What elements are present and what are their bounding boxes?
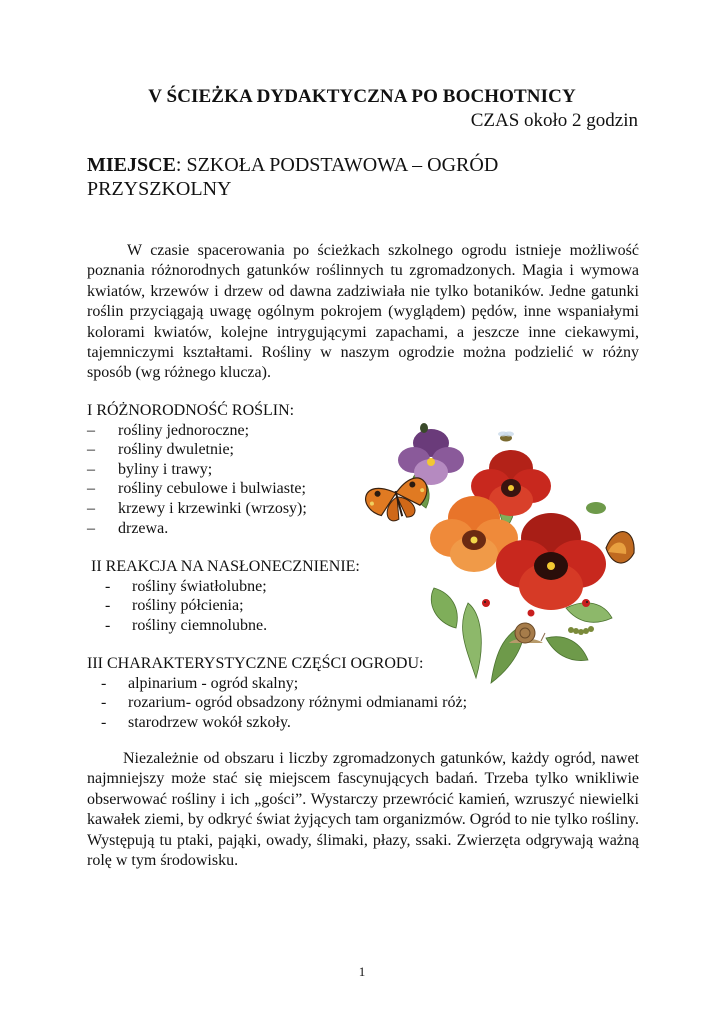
place-value-line1: : SZKOŁA PODSTAWOWA – OGRÓD [175,154,499,176]
place-heading [87,153,607,201]
list-item: - rośliny półcienia; [105,597,244,615]
outro-text: Niezależnie od obszaru i liczby zgromadzonych gatunków, każdy ogród, nawet najmniejszy może stać się miejscem fascynujących badań. Trzeba tylko wnikliwie obserwować rośliny i ich „gości”. Wystarczy przewrócić kamień, wzruszyć niewielki kawałek ziemi, by odkryć świat żyjących tam organizmów. Ogród to nie tylko rośliny. Występują tu ptaki, pająki, owady, ślimaki, płazy, ssaki. Zwierzęta odgrywają ważną rolę w tym środowisku. [87,750,639,870]
outro-paragraph [87,749,639,871]
section-heading: I RÓŻNORODNOŚĆ ROŚLIN: [87,402,295,419]
place-value-line2: PRZYSZKOLNY [87,178,232,200]
list-item: - rozarium- ogród obsadzony różnymi odmianami róż; [101,694,468,712]
list-item: – drzewa. [87,519,169,537]
list-item: - alpinarium - ogród skalny; [101,674,299,692]
dash-bullet: – [87,441,95,459]
list-item: - rośliny światłolubne; [105,577,267,595]
section-diversity [87,401,307,538]
hyphen-bullet: - [105,577,111,595]
dash-bullet: – [87,421,95,439]
section-list [87,421,307,539]
dash-bullet: – [87,519,95,537]
dash-bullet: – [87,499,95,517]
list-item: – byliny i trawy; [87,460,213,478]
beetle-icon [420,423,428,433]
list-item: – rośliny cebulowe i bulwiaste; [87,480,306,498]
butterfly-right-icon [606,532,634,563]
hyphen-bullet: - [101,674,107,692]
list-item: - starodrzew wokół szkoły. [101,713,291,731]
section-heading: II REAKCJA NA NASŁONECZNIENIE: [91,558,360,575]
list-item: - rośliny ciemnolubne. [105,616,268,634]
caterpillar-icon [568,626,594,635]
page-number: 1 [358,964,366,979]
intro-paragraph [87,241,639,384]
bee-icon [498,432,514,442]
document-title: V ŚCIEŻKA DYDAKTYCZNA PO BOCHOTNICY [148,86,576,107]
pansies-butterflies-illustration [356,398,646,688]
hyphen-bullet: - [101,713,107,731]
intro-text: W czasie spacerowania po ścieżkach szkolnego ogrodu istnieje możliwość poznania różnorodnych gatunków roślinnych tu zgromadzonych. Magia i wymowa kwiatów, krzewów i drzew od dawna zadziwiała nie tylko botaników. Jedne gatunki roślin przyciągają uwagę ogólnym pokrojem (wyglądem) pędów, inne wspaniałymi kolorami kwiatów, kolejne intrygującymi zapachami, a jeszcze inne ciekawymi, tajemniczymi kształtami. Rośliny w naszym ogrodzie można podzielić w różny sposób (wg różnego klucza). [87,242,639,382]
section-sunlight [91,557,360,635]
dash-bullet: – [87,460,95,478]
duration-label: CZAS około 2 godzin [470,110,638,131]
list-item: – rośliny dwuletnie; [87,441,234,459]
pansy-purple-icon [398,429,464,485]
section-heading: III CHARAKTERYSTYCZNE CZĘŚCI OGRODU: [87,655,424,672]
dash-bullet: – [87,480,95,498]
place-label: MIEJSCE [87,154,176,176]
section-list [91,577,360,636]
hyphen-bullet: - [101,694,107,712]
hyphen-bullet: - [105,597,111,615]
hyphen-bullet: - [105,616,111,634]
bud-icon [586,502,606,514]
list-item: – rośliny jednoroczne; [87,421,250,439]
butterfly-left-icon [363,476,433,527]
list-item: – krzewy i krzewinki (wrzosy); [87,499,307,517]
